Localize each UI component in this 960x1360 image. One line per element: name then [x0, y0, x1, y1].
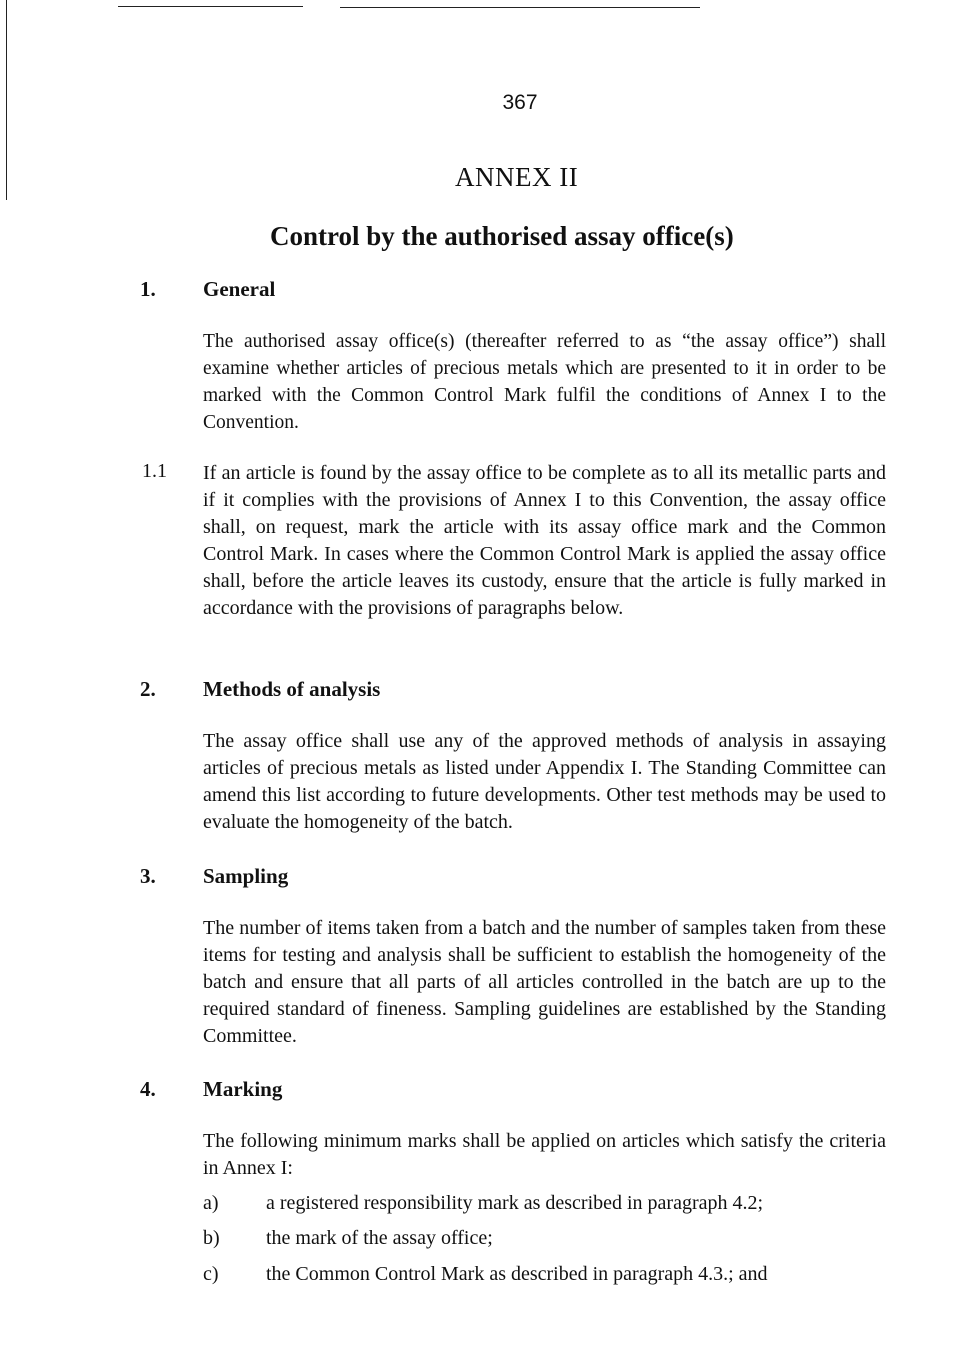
subsection-1-1-number: 1.1: [142, 460, 167, 482]
section-3-heading: Sampling: [203, 864, 289, 888]
section-1-heading: General: [203, 277, 276, 301]
section-1-number: 1.: [140, 277, 156, 301]
section-2-paragraph: The assay office shall use any of the approved methods of analysis in assaying articles of precious metals as listed under Appendix I. The Standing Committee can amend this list according to future developments. Other test methods may be used to evaluate the homogeneity of the batch.: [203, 730, 886, 833]
list-item-letter: b): [203, 1227, 220, 1249]
section-4-paragraph: The following minimum marks shall be applied on articles which satisfy the criteria in Annex I:: [203, 1130, 886, 1179]
list-item-text: the Common Control Mark as described in paragraph 4.3.; and: [266, 1263, 768, 1285]
section-2-heading: Methods of analysis: [203, 677, 381, 701]
list-item-letter: c): [203, 1263, 219, 1285]
annex-subtitle: Control by the authorised assay office(s): [270, 221, 734, 251]
section-4-heading: Marking: [203, 1077, 283, 1101]
list-item-text: the mark of the assay office;: [266, 1227, 493, 1249]
section-3-paragraph: The number of items taken from a batch and the number of samples taken from these items for testing and analysis shall be sufficient to establish the homogeneity of the batch and ensure that all parts of all articles controlled in the batch are up to the required standard of fineness. Sampling guidelines are established by the Standing Committee.: [203, 917, 886, 1047]
subsection-1-1-paragraph: If an article is found by the assay office to be complete as to all its metallic parts and if it complies with the provisions of Annex I to this Convention, the assay office shall, on request, mark the article with its assay office mark and the Common Control Mark. In cases where the Common Control Mark is applied the assay office shall, before the article leaves its custody, ensure that the article is fully marked in accordance with the provisions of paragraphs below.: [203, 462, 886, 619]
section-2-number: 2.: [140, 677, 156, 701]
scan-border-top-right: [340, 7, 700, 8]
scan-border-top-left: [118, 6, 303, 7]
list-item-letter: a): [203, 1192, 219, 1214]
section-4-number: 4.: [140, 1077, 156, 1101]
page-number: 367: [502, 91, 538, 114]
section-3-number: 3.: [140, 864, 156, 888]
section-1-paragraph: The authorised assay office(s) (thereafter referred to as “the assay office”) shall examine whether articles of precious metals which are presented to it in order to be marked with the Common Control Mark fulfil the conditions of Annex I to the Convention.: [203, 331, 886, 433]
annex-title: ANNEX II: [455, 162, 579, 192]
list-item-text: a registered responsibility mark as described in paragraph 4.2;: [266, 1192, 764, 1214]
